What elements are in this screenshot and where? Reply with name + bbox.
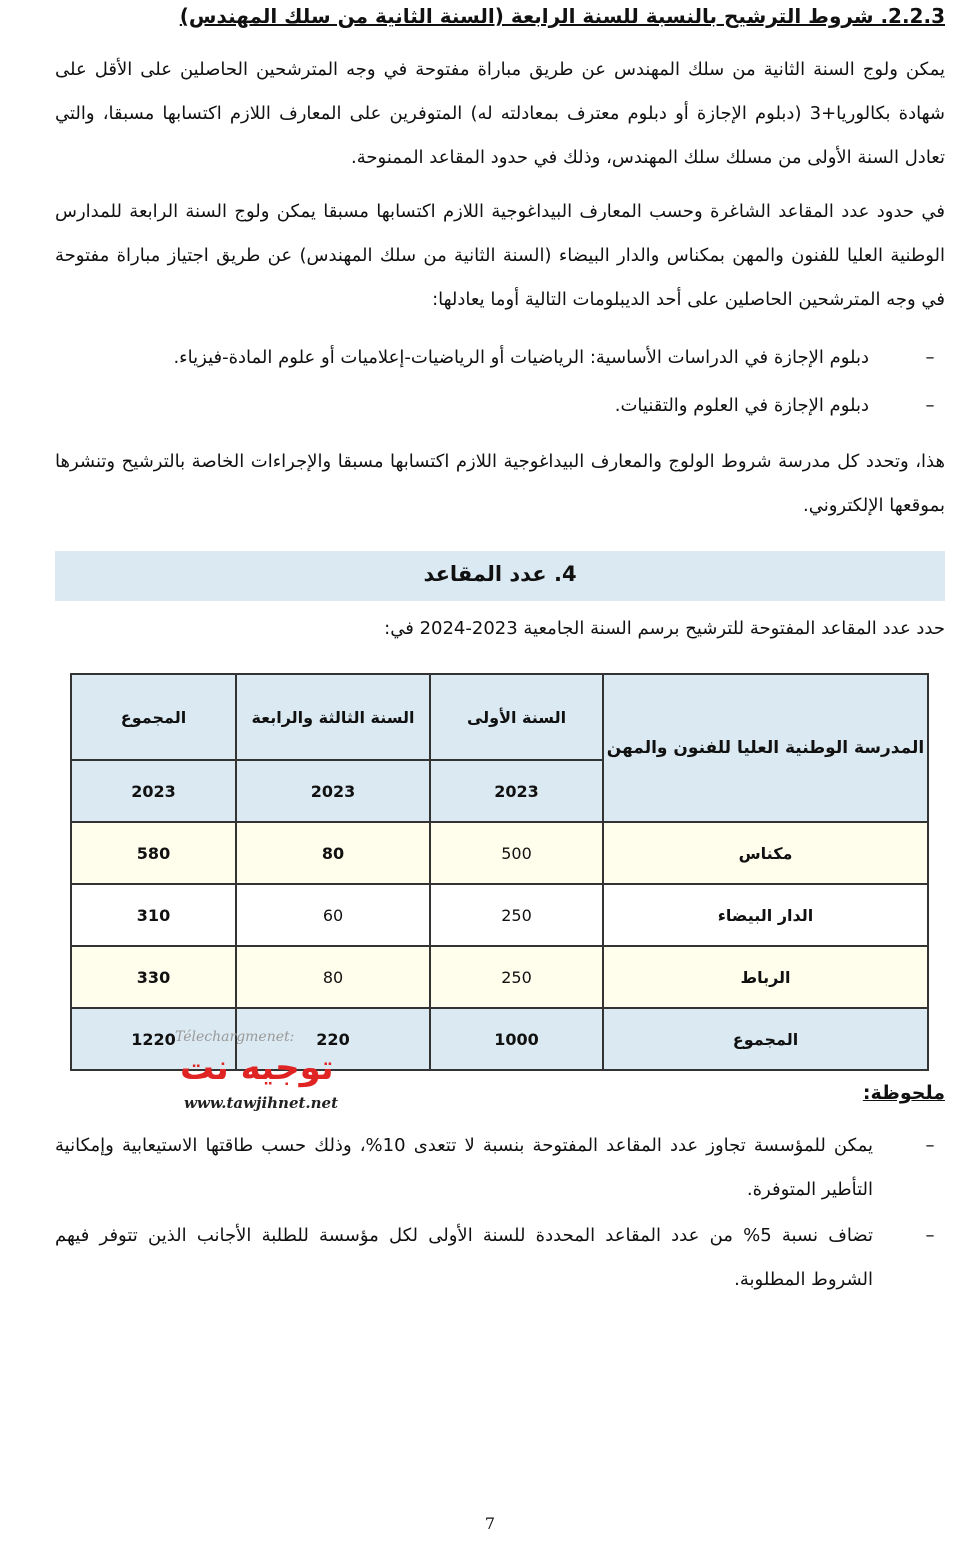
bullet-text: دبلوم الإجازة في الدراسات الأساسية: الرياضيات أو الرياضيات-إعلاميات أو علوم المادة-فيزياء. (173, 347, 869, 368)
row-first-year: 250 (430, 946, 603, 1008)
header-total: المجموع (71, 674, 236, 760)
note-text: تضاف نسبة 5% من عدد المقاعد المحددة للسنة الأولى لكل مؤسسة للطلبة الأجانب الذين تتوفر فيهم الشروط المطلوبة. (55, 1225, 873, 1290)
section-4-bar (55, 551, 945, 601)
row-total: 330 (71, 946, 236, 1008)
bullet-dash: – (925, 395, 935, 416)
row-third-fourth: 80 (236, 822, 430, 884)
year-total: 2023 (71, 760, 236, 822)
table-intro: حدد عدد المقاعد المفتوحة للترشيح برسم السنة الجامعية 2023-2024 في: (384, 618, 945, 639)
header-first-year: السنة الأولى (430, 674, 603, 760)
table-row (71, 946, 928, 1008)
row-first-year: 1000 (430, 1008, 603, 1070)
bullet-dash: – (925, 347, 935, 368)
row-total: 310 (71, 884, 236, 946)
table-row (71, 822, 928, 884)
note-text: يمكن للمؤسسة تجاوز عدد المقاعد المفتوحة بنسبة لا تتعدى 10%، وذلك حسب طاقتها الاستيعابية وإمكانية التأطير المتوفرة. (55, 1135, 873, 1200)
page-number: 7 (484, 1514, 496, 1533)
row-school-name: المجموع (603, 1008, 928, 1070)
note-dash: – (925, 1225, 935, 1246)
row-third-fourth: 220 (236, 1008, 430, 1070)
year-third-fourth: 2023 (236, 760, 430, 822)
row-total: 1220 (71, 1008, 236, 1070)
year-first: 2023 (430, 760, 603, 822)
row-total: 580 (71, 822, 236, 884)
section-heading: 2.2.3. شروط الترشيح بالنسبة للسنة الرابعة (السنة الثانية من سلك المهندس) (179, 4, 945, 28)
table-row (71, 884, 928, 946)
row-first-year: 250 (430, 884, 603, 946)
bullet-text: دبلوم الإجازة في العلوم والتقنيات. (614, 395, 869, 416)
row-third-fourth: 60 (236, 884, 430, 946)
row-school-name: الدار البيضاء (603, 884, 928, 946)
watermark-site-link[interactable]: www.tawjihnet.net (184, 1094, 339, 1112)
row-school-name: مكناس (603, 822, 928, 884)
watermark-download-label: Télechargmenet: (175, 1029, 295, 1045)
note-label: ملحوظة: (862, 1082, 945, 1104)
watermark (170, 1022, 360, 1117)
row-school-name: الرباط (603, 946, 928, 1008)
row-third-fourth: 80 (236, 946, 430, 1008)
header-third-fourth-year: السنة الثالثة والرابعة (236, 674, 430, 760)
table-header-row (71, 674, 928, 760)
row-first-year: 500 (430, 822, 603, 884)
section-4-title: 4. عدد المقاعد (423, 562, 577, 586)
paragraph-3: هذا، وتحدد كل مدرسة شروط الولوج والمعارف البيداغوجية اللازم اكتسابها مسبقا والإجراءات الخاصة بالترشيح وتنشرها بموقعها الإلكتروني. (55, 451, 945, 516)
school-header: المدرسة الوطنية العليا للفنون والمهن (603, 674, 928, 822)
seats-table (70, 673, 929, 1071)
watermark-logo: توجيه نت (180, 1048, 334, 1088)
paragraph-1: يمكن ولوج السنة الثانية من سلك المهندس عن طريق مباراة مفتوحة في وجه المترشحين الحاصلين على الأقل على شهادة بكالوريا+3 (دبلوم الإجازة أو دبلوم معترف بمعادلته له) المتوفرين على المعارف اللازم اكتسابها مسبقا، والتي تعادل السنة الأولى من مسلك سلك المهندس، وذلك في حدود المقاعد الممنوحة. (55, 59, 945, 168)
note-dash: – (925, 1135, 935, 1156)
paragraph-2: في حدود عدد المقاعد الشاغرة وحسب المعارف البيداغوجية اللازم اكتسابها مسبقا يمكن ولوج السنة الرابعة للمدارس الوطنية العليا للفنون والمهن بمكناس والدار البيضاء (السنة الثانية من سلك المهندس) عن طريق اجتياز مباراة مفتوحة في وجه المترشحين الحاصلين على أحد الديبلومات التالية أوما يعادلها: (55, 201, 945, 310)
